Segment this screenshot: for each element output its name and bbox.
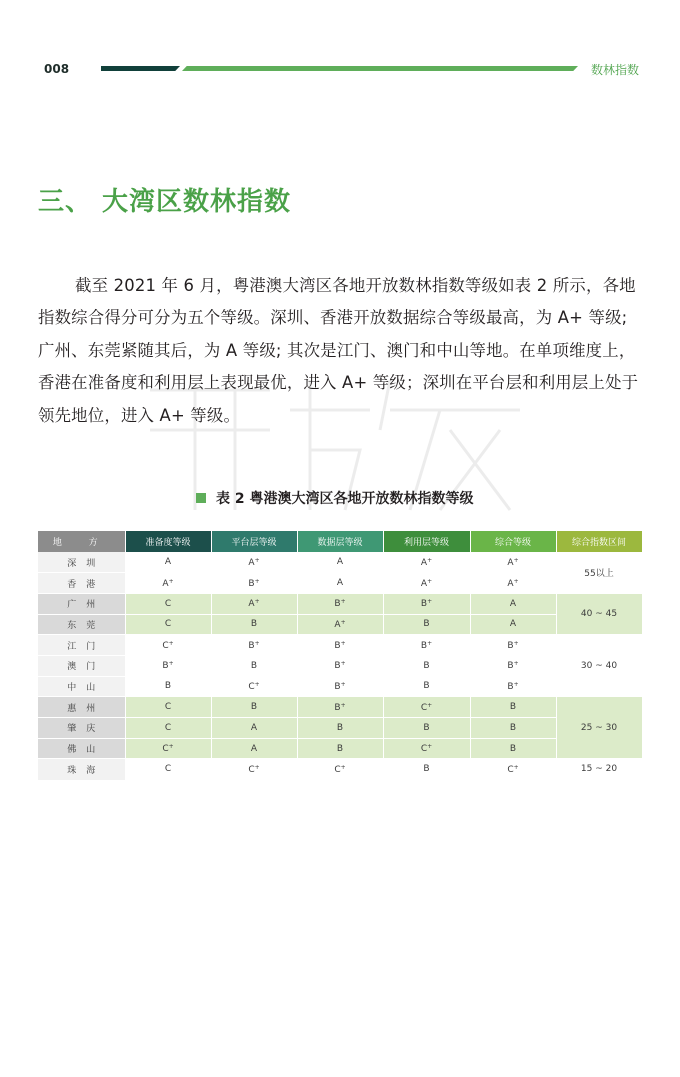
table-caption-text: 表 2 粤港澳大湾区各地开放数林指数等级: [216, 491, 474, 507]
grade-cell: B: [470, 718, 556, 739]
page-number: 008: [44, 62, 70, 76]
grade-cell: C+: [125, 738, 211, 759]
table-row: [38, 593, 642, 614]
grade-cell: B+: [297, 676, 383, 697]
grade-cell: A: [125, 552, 211, 573]
column-header: 综合指数区间: [556, 531, 642, 552]
grade-cell: B+: [211, 635, 297, 656]
header-rule-green: [182, 66, 578, 71]
score-range-cell: 15 ~ 20: [556, 759, 642, 780]
grade-cell: C+: [211, 676, 297, 697]
grade-cell: B+: [383, 593, 470, 614]
grade-cell: B: [211, 614, 297, 635]
table-row: [38, 552, 642, 573]
region-cell: 澳门: [38, 655, 125, 676]
region-cell: 江门: [38, 635, 125, 656]
header-rule-dark: [101, 66, 180, 71]
grade-cell: C+: [470, 759, 556, 780]
grade-cell: B+: [470, 635, 556, 656]
caption-bullet-icon: [196, 493, 206, 503]
grade-cell: C+: [383, 697, 470, 718]
region-cell: 肇庆: [38, 718, 125, 739]
grade-cell: B: [383, 718, 470, 739]
grade-cell: B: [211, 655, 297, 676]
grade-cell: A: [211, 738, 297, 759]
grade-cell: B: [297, 738, 383, 759]
grade-cell: B: [383, 614, 470, 635]
section-title: 三、 大湾区数林指数: [38, 187, 292, 217]
score-range-cell: 40 ~ 45: [556, 593, 642, 634]
column-header: 综合等级: [470, 531, 556, 552]
grade-cell: B: [125, 676, 211, 697]
grade-cell: B: [470, 697, 556, 718]
grade-cell: A: [470, 593, 556, 614]
grade-cell: A+: [383, 552, 470, 573]
grade-cell: B+: [470, 655, 556, 676]
grade-cell: B+: [211, 573, 297, 594]
grade-cell: A+: [470, 552, 556, 573]
column-header: 数据层等级: [297, 531, 383, 552]
grade-cell: A: [297, 573, 383, 594]
grade-cell: C: [125, 614, 211, 635]
grade-cell: B+: [297, 593, 383, 614]
grade-cell: A: [297, 552, 383, 573]
table-row: [38, 614, 642, 635]
table-row: [38, 759, 642, 780]
grade-cell: B: [383, 676, 470, 697]
region-cell: 香港: [38, 573, 125, 594]
column-header: 利用层等级: [383, 531, 470, 552]
table-row: [38, 635, 642, 656]
grade-cell: B: [297, 718, 383, 739]
region-cell: 惠州: [38, 697, 125, 718]
column-header: 平台层等级: [211, 531, 297, 552]
table-row: [38, 718, 642, 739]
grade-cell: A+: [211, 593, 297, 614]
grade-cell: B+: [297, 697, 383, 718]
grade-cell: B+: [297, 635, 383, 656]
region-cell: 中山: [38, 676, 125, 697]
table-row: [38, 738, 642, 759]
grade-cell: B: [383, 655, 470, 676]
running-header-title: 数林指数: [591, 63, 640, 77]
grade-cell: C+: [297, 759, 383, 780]
table-header-row: [38, 531, 642, 552]
grade-cell: B: [211, 697, 297, 718]
region-cell: 佛山: [38, 738, 125, 759]
grade-cell: B: [470, 738, 556, 759]
grade-cell: A+: [297, 614, 383, 635]
grade-cell: A: [211, 718, 297, 739]
grade-cell: C+: [383, 738, 470, 759]
grade-cell: B: [383, 759, 470, 780]
grade-cell: C: [125, 718, 211, 739]
table-row: [38, 697, 642, 718]
grade-cell: B+: [297, 655, 383, 676]
grade-cell: B+: [470, 676, 556, 697]
score-range-cell: 30 ~ 40: [556, 635, 642, 697]
grade-cell: A+: [211, 552, 297, 573]
grade-cell: C: [125, 759, 211, 780]
grade-cell: C+: [125, 635, 211, 656]
grade-cell: A+: [125, 573, 211, 594]
table-row: [38, 573, 642, 594]
column-header: 地 方: [38, 531, 125, 552]
region-cell: 东莞: [38, 614, 125, 635]
score-range-cell: 55以上: [556, 552, 642, 593]
body-paragraph: 截至 2021 年 6 月，粤港澳大湾区各地开放数林指数等级如表 2 所示，各地指数综合得分可分为五个等级。深圳、香港开放数据综合等级最高，为 A+ 等级; 广州、东莞紧随其后，为 A 等级; 其次是江门、澳门和中山等地。在单项维度上，香港在准备度和利用层上表现最优，进入 A+ 等级；深圳在平台层和利用层上处于领先地位，进入 A+ 等级。: [38, 276, 639, 425]
grade-cell: B+: [383, 635, 470, 656]
region-cell: 广州: [38, 593, 125, 614]
score-range-cell: 25 ~ 30: [556, 697, 642, 759]
grade-cell: A+: [383, 573, 470, 594]
grade-cell: C: [125, 593, 211, 614]
region-cell: 深圳: [38, 552, 125, 573]
grade-cell: A: [470, 614, 556, 635]
table-row: [38, 655, 642, 676]
column-header: 准备度等级: [125, 531, 211, 552]
grade-cell: C: [125, 697, 211, 718]
grade-cell: A+: [470, 573, 556, 594]
region-cell: 珠海: [38, 759, 125, 780]
ranking-table: [38, 531, 643, 780]
table-caption: [196, 488, 474, 508]
grade-cell: B+: [125, 655, 211, 676]
table-row: [38, 676, 642, 697]
grade-cell: C+: [211, 759, 297, 780]
